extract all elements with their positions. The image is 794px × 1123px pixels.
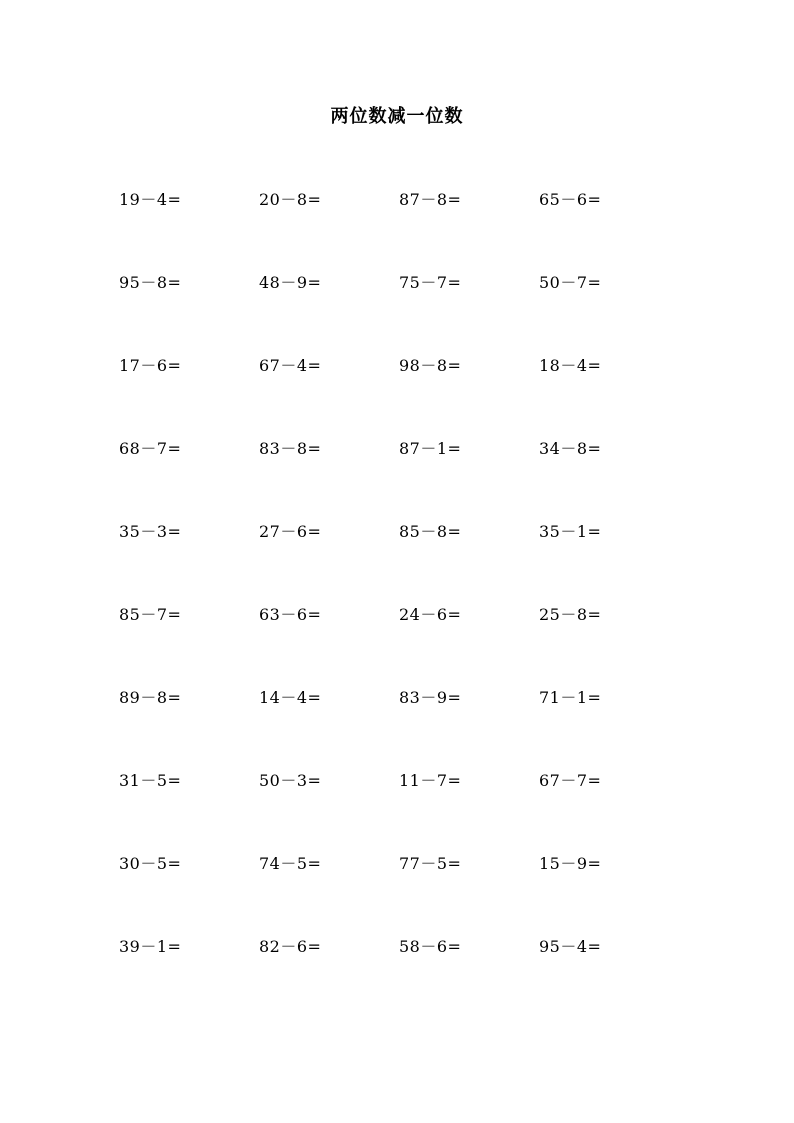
problem-grid <box>119 186 679 1016</box>
problem: 83－9= <box>399 688 462 707</box>
problem: 77－5= <box>399 854 462 873</box>
problem: 14－4= <box>259 688 322 707</box>
problem: 67－7= <box>539 771 602 790</box>
problem: 87－8= <box>399 190 462 209</box>
problem: 89－8= <box>119 688 182 707</box>
problem: 71－1= <box>539 688 602 707</box>
problem: 50－7= <box>539 273 602 292</box>
problem: 85－7= <box>119 605 182 624</box>
problem: 74－5= <box>259 854 322 873</box>
problem: 68－7= <box>119 439 182 458</box>
problem: 34－8= <box>539 439 602 458</box>
problem: 18－4= <box>539 356 602 375</box>
problem: 15－9= <box>539 854 602 873</box>
problem: 58－6= <box>399 937 462 956</box>
problem: 87－1= <box>399 439 462 458</box>
problem: 20－8= <box>259 190 322 209</box>
problem: 85－8= <box>399 522 462 541</box>
problem: 30－5= <box>119 854 182 873</box>
problem: 27－6= <box>259 522 322 541</box>
problem: 11－7= <box>399 771 462 790</box>
problem: 95－4= <box>539 937 602 956</box>
problem: 98－8= <box>399 356 462 375</box>
problem: 39－1= <box>119 937 182 956</box>
page-title: 两位数减一位数 <box>330 106 464 127</box>
problem: 67－4= <box>259 356 322 375</box>
problem: 75－7= <box>399 273 462 292</box>
problem: 48－9= <box>259 273 322 292</box>
problem: 63－6= <box>259 605 322 624</box>
problem: 25－8= <box>539 605 602 624</box>
problem: 24－6= <box>399 605 462 624</box>
problem: 19－4= <box>119 190 182 209</box>
problem: 17－6= <box>119 356 182 375</box>
problem: 95－8= <box>119 273 182 292</box>
problem: 65－6= <box>539 190 602 209</box>
problem: 82－6= <box>259 937 322 956</box>
problem: 35－1= <box>539 522 602 541</box>
problem: 35－3= <box>119 522 182 541</box>
problem: 31－5= <box>119 771 182 790</box>
problem: 50－3= <box>259 771 322 790</box>
problem: 83－8= <box>259 439 322 458</box>
